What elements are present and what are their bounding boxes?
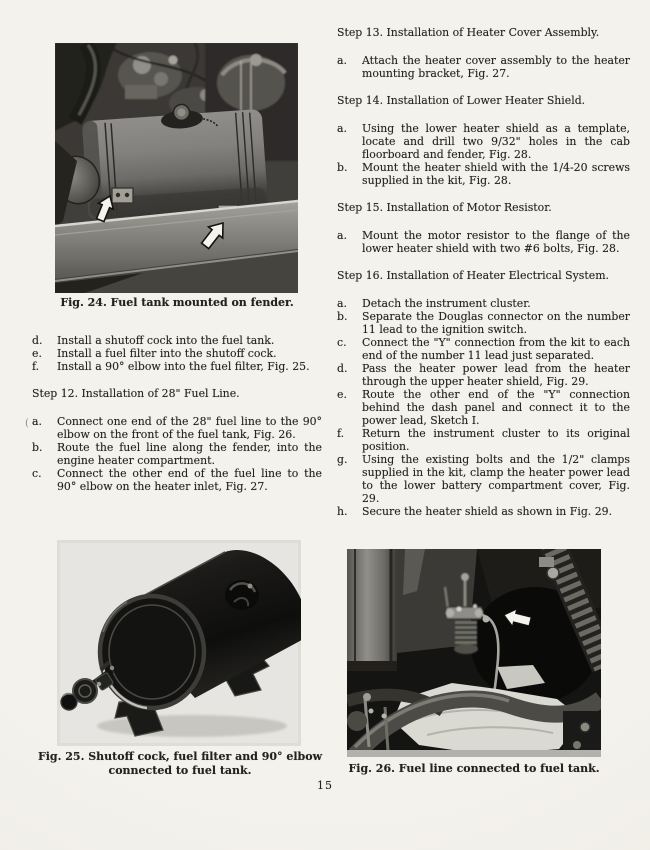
item-letter: h. — [337, 505, 348, 518]
fig25-caption — [30, 750, 330, 778]
left-column — [32, 334, 322, 493]
item-letter: a. — [32, 415, 42, 428]
item-letter: e. — [337, 388, 347, 401]
item-text: Connect one end of the 28" fuel line to the 90° elbow on the front of the fuel tank, Fig. 26. — [57, 415, 322, 441]
fig26-photo — [347, 549, 601, 757]
list-item — [337, 336, 630, 362]
item-text: Route the other end of the "Y" connection behind the dash panel and connect it to the power lead, Sketch I. — [362, 388, 630, 427]
item-text: Route the fuel line along the fender, into the engine heater compartment. — [57, 441, 322, 467]
fig26-caption: Fig. 26. Fuel line connected to fuel tank. — [348, 762, 600, 775]
list-item — [32, 360, 322, 373]
item-text: Return the instrument cluster to its original position. — [362, 427, 630, 453]
item-text: Connect the "Y" connection from the kit to each end of the number 11 lead just separated. — [362, 336, 630, 362]
list-item — [337, 54, 630, 80]
step-heading: Step 14. Installation of Lower Heater Shield. — [337, 94, 586, 107]
item-letter: b. — [337, 161, 348, 174]
item-text: Secure the heater shield as shown in Fig. 29. — [362, 505, 613, 518]
item-text: Install a shutoff cock into the fuel tank. — [57, 334, 275, 347]
list-item — [337, 505, 630, 518]
item-text: Connect the other end of the fuel line to the 90° elbow on the heater inlet, Fig. 27. — [57, 467, 322, 493]
item-letter: c. — [32, 467, 42, 480]
tank-end — [347, 549, 397, 671]
list-item — [337, 161, 630, 187]
list-item — [32, 467, 322, 493]
item-letter: a. — [337, 54, 347, 67]
item-text: Install a fuel filter into the shutoff cock. — [57, 347, 277, 360]
step-heading: Step 13. Installation of Heater Cover Assembly. — [337, 26, 600, 39]
item-letter: a. — [337, 229, 347, 242]
item-text: Pass the heater power lead from the heater through the upper heater shield, Fig. 29. — [362, 362, 630, 388]
mounting-bracket — [112, 188, 133, 203]
list-item — [337, 122, 630, 161]
list-item — [337, 388, 630, 427]
item-letter: a. — [337, 297, 347, 310]
fig24-photo — [55, 43, 298, 293]
list-item — [32, 415, 322, 441]
tank-shadow — [97, 715, 287, 737]
item-letter: d. — [32, 334, 43, 347]
item-letter: c. — [337, 336, 347, 349]
item-text: Separate the Douglas connector on the number 11 lead to the ignition switch. — [362, 310, 630, 336]
item-text: Mount the motor resistor to the flange of the lower heater shield with two #6 bolts, Fig. 28. — [362, 229, 630, 255]
item-text: Using the existing bolts and the 1/2" clamps supplied in the kit, clamp the heater power lead to the lower battery compartment cover, Fig. 29. — [362, 453, 630, 505]
item-text: Attach the heater cover assembly to the heater mounting bracket, Fig. 27. — [362, 54, 630, 80]
step-heading: Step 15. Installation of Motor Resistor. — [337, 201, 552, 214]
item-text: Using the lower heater shield as a template, locate and drill two 9/32" holes in the cab floorboard and fender, Fig. 28. — [362, 122, 630, 161]
fig25-caption-line2: connected to fuel tank. — [108, 764, 252, 777]
list-item — [32, 334, 322, 347]
step-heading: Step 16. Installation of Heater Electrical System. — [337, 269, 609, 282]
list-item — [337, 229, 630, 255]
page-number: 15 — [317, 779, 333, 792]
item-letter: b. — [32, 441, 43, 454]
item-letter: f. — [337, 427, 345, 440]
list-item — [337, 427, 630, 453]
item-text: Detach the instrument cluster. — [362, 297, 531, 310]
fig25-photo — [57, 540, 301, 746]
fig24-caption: Fig. 24. Fuel tank mounted on fender. — [60, 296, 294, 309]
list-item — [337, 362, 630, 388]
list-item — [32, 347, 322, 360]
item-text: Mount the heater shield with the 1/4-20 screws supplied in the kit, Fig. 28. — [362, 161, 630, 187]
item-letter: e. — [32, 347, 42, 360]
list-item — [337, 453, 630, 505]
item-letter: d. — [337, 362, 348, 375]
filler-cap — [225, 580, 259, 610]
fig25-caption-line1: Fig. 25. Shutoff cock, fuel filter and 90° elbow — [37, 750, 323, 763]
list-item — [337, 297, 630, 310]
item-letter: a. — [337, 122, 347, 135]
right-column — [337, 26, 630, 518]
item-letter: b. — [337, 310, 348, 323]
item-letter: f. — [32, 360, 40, 373]
list-item — [32, 441, 322, 467]
list-item — [337, 310, 630, 336]
step-heading: Step 12. Installation of 28" Fuel Line. — [32, 387, 240, 400]
item-letter: g. — [337, 453, 348, 466]
scan-artifact: ( — [25, 418, 29, 429]
item-text: Install a 90° elbow into the fuel filter, Fig. 25. — [57, 360, 310, 373]
